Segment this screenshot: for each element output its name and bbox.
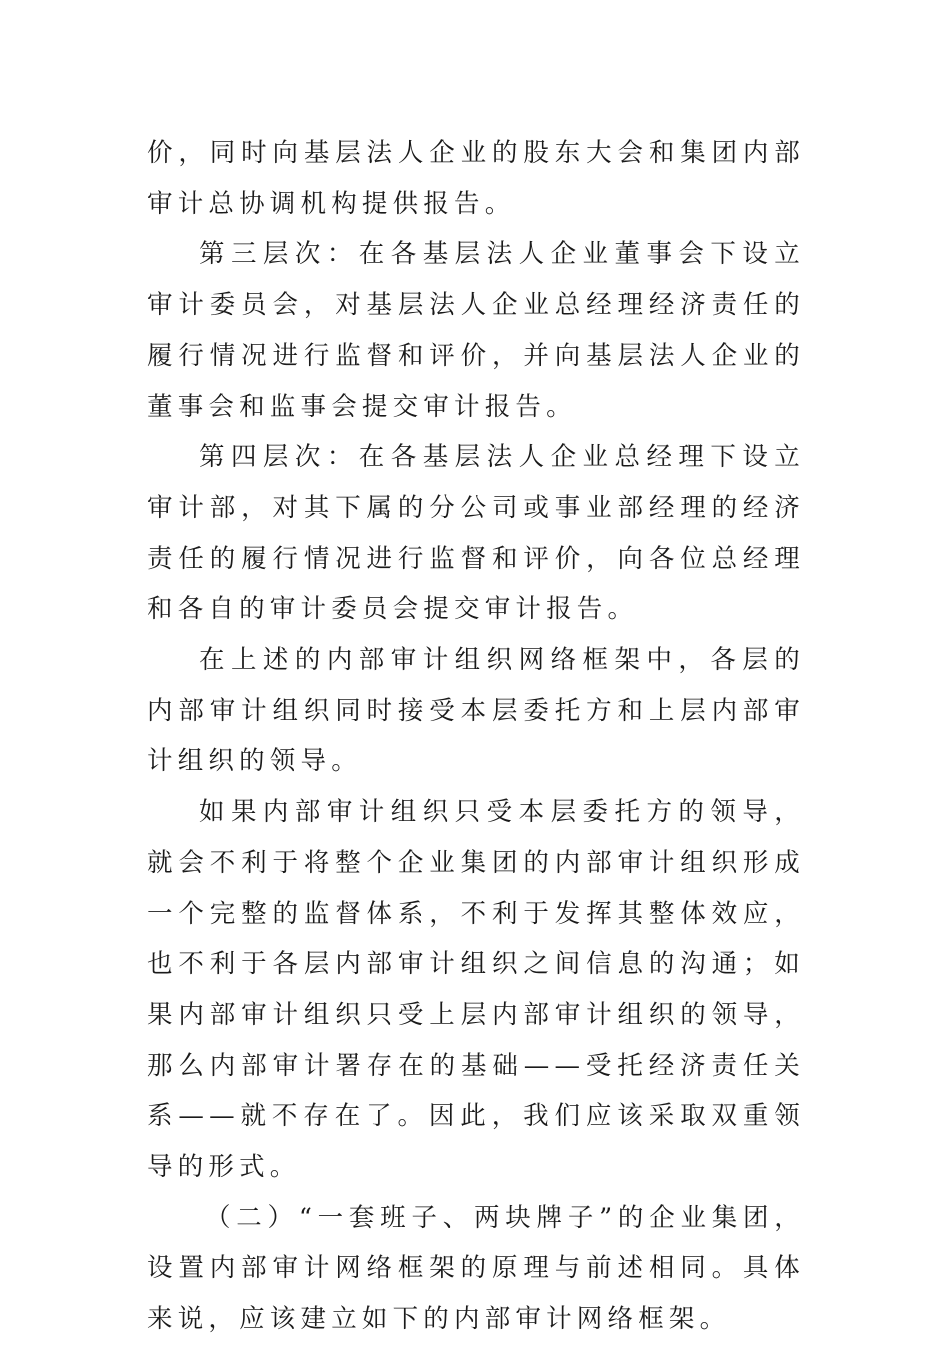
paragraph-level-four: 第四层次：在各基层法人企业总经理下设立审计部，对其下属的分公司或事业部经理的经济责任的履行情况进行监督和评价，向各位总经理和各自的审计委员会提交审计报告。 [147, 442, 805, 625]
paragraph-continuation: 价，同时向基层法人企业的股东大会和集团内部审计总协调机构提供报告。 [147, 138, 805, 219]
paragraph-dual-leadership: 如果内部审计组织只受本层委托方的领导，就会不利于将整个企业集团的内部审计组织形成一个完整的监督体系，不利于发挥其整体效应，也不利于各层内部审计组织之间信息的沟通；如果内部审计组织只受上层内部审计组织的领导，那么内部审计署存在的基础——受托经济责任关系——就不存在了。因此，我们应该采取双重领导的形式。 [147, 797, 805, 1183]
paragraph-section-two: （二）“一套班子、两块牌子”的企业集团，设置内部审计网络框架的原理与前述相同。具体来说，应该建立如下的内部审计网络框架。 [147, 1202, 805, 1335]
paragraph-level-three: 第三层次：在各基层法人企业董事会下设立审计委员会，对基层法人企业总经理经济责任的履行情况进行监督和评价，并向基层法人企业的董事会和监事会提交审计报告。 [147, 239, 805, 422]
document-body [147, 128, 805, 1345]
paragraph-framework-summary: 在上述的内部审计组织网络框架中，各层的内部审计组织同时接受本层委托方和上层内部审计组织的领导。 [147, 645, 805, 777]
